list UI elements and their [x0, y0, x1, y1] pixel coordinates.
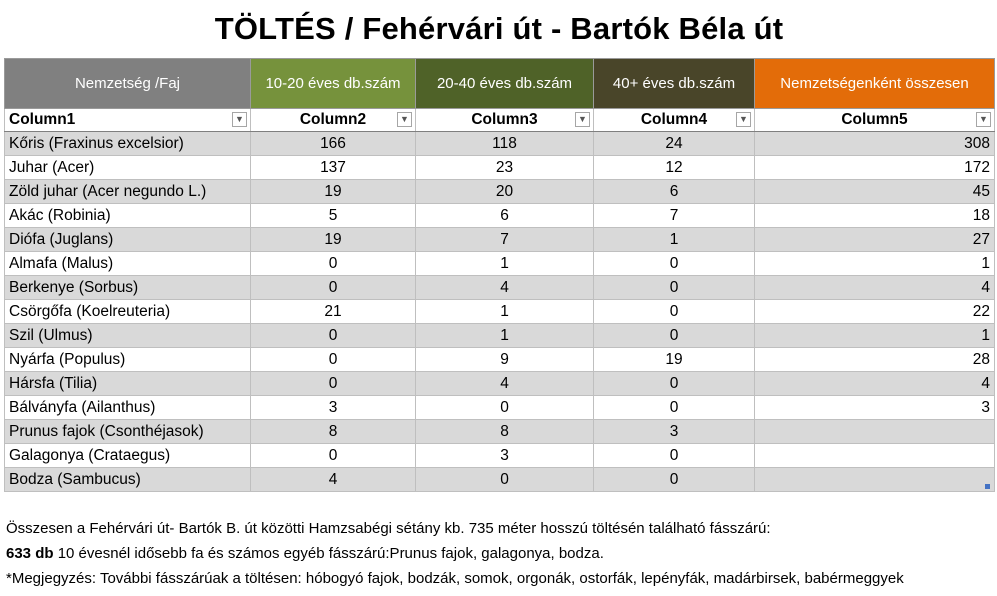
count-20-40-cell[interactable]: 3 — [416, 444, 594, 468]
column-header-4[interactable]: Column4 ▼ — [594, 109, 755, 132]
count-20-40-cell[interactable]: 8 — [416, 420, 594, 444]
header-total[interactable]: Nemzetségenként összesen — [755, 59, 995, 109]
count-10-20-cell[interactable]: 0 — [251, 444, 416, 468]
genus-cell[interactable]: Kőris (Fraxinus excelsior) — [5, 132, 251, 156]
count-20-40-cell[interactable]: 9 — [416, 348, 594, 372]
data-table — [4, 58, 995, 492]
count-40-plus-cell[interactable]: 0 — [594, 300, 755, 324]
table-row — [5, 372, 995, 396]
genus-cell[interactable]: Diófa (Juglans) — [5, 228, 251, 252]
count-40-plus-cell[interactable]: 0 — [594, 252, 755, 276]
count-10-20-cell[interactable]: 0 — [251, 324, 416, 348]
note-line-3: *Megjegyzés: További fásszárúak a töltésen: hóbogyó fajok, bodzák, somok, orgonák, ostorfák, lepényfák, madárbirsek, babérmeggyek — [6, 570, 904, 587]
notes — [6, 516, 904, 591]
count-40-plus-cell[interactable]: 19 — [594, 348, 755, 372]
count-10-20-cell[interactable]: 3 — [251, 396, 416, 420]
filter-dropdown-icon[interactable]: ▼ — [736, 112, 751, 127]
table-row — [5, 276, 995, 300]
count-10-20-cell[interactable]: 0 — [251, 348, 416, 372]
count-10-20-cell[interactable]: 166 — [251, 132, 416, 156]
count-10-20-cell[interactable]: 21 — [251, 300, 416, 324]
table-row — [5, 204, 995, 228]
table-row — [5, 156, 995, 180]
note-line-1: Összesen a Fehérvári út- Bartók B. út közötti Hamzsabégi sétány kb. 735 méter hosszú töltésén található fásszárú: — [6, 520, 771, 537]
count-10-20-cell[interactable]: 0 — [251, 252, 416, 276]
count-40-plus-cell[interactable]: 6 — [594, 180, 755, 204]
header-10-20[interactable]: 10-20 éves db.szám — [251, 59, 416, 109]
total-cell[interactable]: 18 — [755, 204, 995, 228]
count-20-40-cell[interactable]: 118 — [416, 132, 594, 156]
table-row — [5, 396, 995, 420]
sheet-title: TÖLTÉS / Fehérvári út - Bartók Béla út — [214, 11, 784, 46]
filter-dropdown-icon[interactable]: ▼ — [232, 112, 247, 127]
genus-cell[interactable]: Nyárfa (Populus) — [5, 348, 251, 372]
column-header-1[interactable]: Column1 ▼ — [5, 109, 251, 132]
genus-cell[interactable]: Prunus fajok (Csonthéjasok) — [5, 420, 251, 444]
genus-cell[interactable]: Bodza (Sambucus) — [5, 468, 251, 492]
genus-cell[interactable]: Berkenye (Sorbus) — [5, 276, 251, 300]
count-20-40-cell[interactable]: 1 — [416, 324, 594, 348]
genus-cell[interactable]: Bálványfa (Ailanthus) — [5, 396, 251, 420]
table-row — [5, 180, 995, 204]
count-20-40-cell[interactable]: 23 — [416, 156, 594, 180]
genus-cell[interactable]: Juhar (Acer) — [5, 156, 251, 180]
count-20-40-cell[interactable]: 1 — [416, 252, 594, 276]
count-40-plus-cell[interactable]: 0 — [594, 324, 755, 348]
table-row — [5, 324, 995, 348]
table-row — [5, 468, 995, 492]
count-10-20-cell[interactable]: 137 — [251, 156, 416, 180]
genus-cell[interactable]: Zöld juhar (Acer negundo L.) — [5, 180, 251, 204]
table-row — [5, 300, 995, 324]
total-cell[interactable]: 308 — [755, 132, 995, 156]
count-40-plus-cell[interactable]: 1 — [594, 228, 755, 252]
total-cell[interactable]: 1 — [755, 324, 995, 348]
table-row — [5, 444, 995, 468]
total-cell[interactable]: 45 — [755, 180, 995, 204]
genus-cell[interactable]: Galagonya (Crataegus) — [5, 444, 251, 468]
count-10-20-cell[interactable]: 19 — [251, 228, 416, 252]
total-cell[interactable] — [755, 420, 995, 444]
genus-cell[interactable]: Csörgőfa (Koelreuteria) — [5, 300, 251, 324]
count-20-40-cell[interactable]: 0 — [416, 396, 594, 420]
total-cell[interactable] — [755, 468, 995, 492]
count-10-20-cell[interactable]: 19 — [251, 180, 416, 204]
count-20-40-cell[interactable]: 20 — [416, 180, 594, 204]
count-20-40-cell[interactable]: 4 — [416, 372, 594, 396]
total-cell[interactable]: 172 — [755, 156, 995, 180]
total-cell[interactable]: 1 — [755, 252, 995, 276]
count-40-plus-cell[interactable]: 0 — [594, 396, 755, 420]
table-row — [5, 228, 995, 252]
count-20-40-cell[interactable]: 0 — [416, 468, 594, 492]
table-row — [5, 348, 995, 372]
count-20-40-cell[interactable]: 1 — [416, 300, 594, 324]
header-genus[interactable]: Nemzetség /Faj — [5, 59, 251, 109]
count-10-20-cell[interactable]: 8 — [251, 420, 416, 444]
count-10-20-cell[interactable]: 4 — [251, 468, 416, 492]
total-cell[interactable]: 22 — [755, 300, 995, 324]
count-40-plus-cell[interactable]: 0 — [594, 276, 755, 300]
count-10-20-cell[interactable]: 0 — [251, 372, 416, 396]
genus-cell[interactable]: Szil (Ulmus) — [5, 324, 251, 348]
count-40-plus-cell[interactable]: 0 — [594, 372, 755, 396]
note-line-2: 633 db 10 évesnél idősebb fa és számos egyéb fásszárú:Prunus fajok, galagonya, bodza. — [6, 545, 604, 562]
total-cell[interactable]: 3 — [755, 396, 995, 420]
genus-cell[interactable]: Akác (Robinia) — [5, 204, 251, 228]
count-20-40-cell[interactable]: 6 — [416, 204, 594, 228]
count-40-plus-cell[interactable]: 12 — [594, 156, 755, 180]
table-row — [5, 132, 995, 156]
genus-cell[interactable]: Hársfa (Tilia) — [5, 372, 251, 396]
count-40-plus-cell[interactable]: 0 — [594, 444, 755, 468]
group-header-row — [5, 59, 995, 109]
count-20-40-cell[interactable]: 7 — [416, 228, 594, 252]
total-cell[interactable]: 28 — [755, 348, 995, 372]
filter-dropdown-icon[interactable]: ▼ — [976, 112, 991, 127]
count-40-plus-cell[interactable]: 7 — [594, 204, 755, 228]
count-40-plus-cell[interactable]: 3 — [594, 420, 755, 444]
total-cell[interactable]: 4 — [755, 372, 995, 396]
count-40-plus-cell[interactable]: 24 — [594, 132, 755, 156]
count-20-40-cell[interactable]: 4 — [416, 276, 594, 300]
total-cell[interactable]: 27 — [755, 228, 995, 252]
column-header-row — [5, 109, 995, 132]
table-row — [5, 420, 995, 444]
filter-dropdown-icon[interactable]: ▼ — [575, 112, 590, 127]
count-10-20-cell[interactable]: 0 — [251, 276, 416, 300]
column-header-2[interactable]: Column2 ▼ — [251, 109, 416, 132]
column-header-5[interactable]: Column5 ▼ — [755, 109, 995, 132]
table-row — [5, 252, 995, 276]
count-40-plus-cell[interactable]: 0 — [594, 468, 755, 492]
genus-cell[interactable]: Almafa (Malus) — [5, 252, 251, 276]
total-cell[interactable] — [755, 444, 995, 468]
header-40-plus[interactable]: 40+ éves db.szám — [594, 59, 755, 109]
total-cell[interactable]: 4 — [755, 276, 995, 300]
column-header-3[interactable]: Column3 ▼ — [416, 109, 594, 132]
table-resize-handle[interactable] — [985, 484, 990, 489]
header-20-40[interactable]: 20-40 éves db.szám — [416, 59, 594, 109]
filter-dropdown-icon[interactable]: ▼ — [397, 112, 412, 127]
count-10-20-cell[interactable]: 5 — [251, 204, 416, 228]
